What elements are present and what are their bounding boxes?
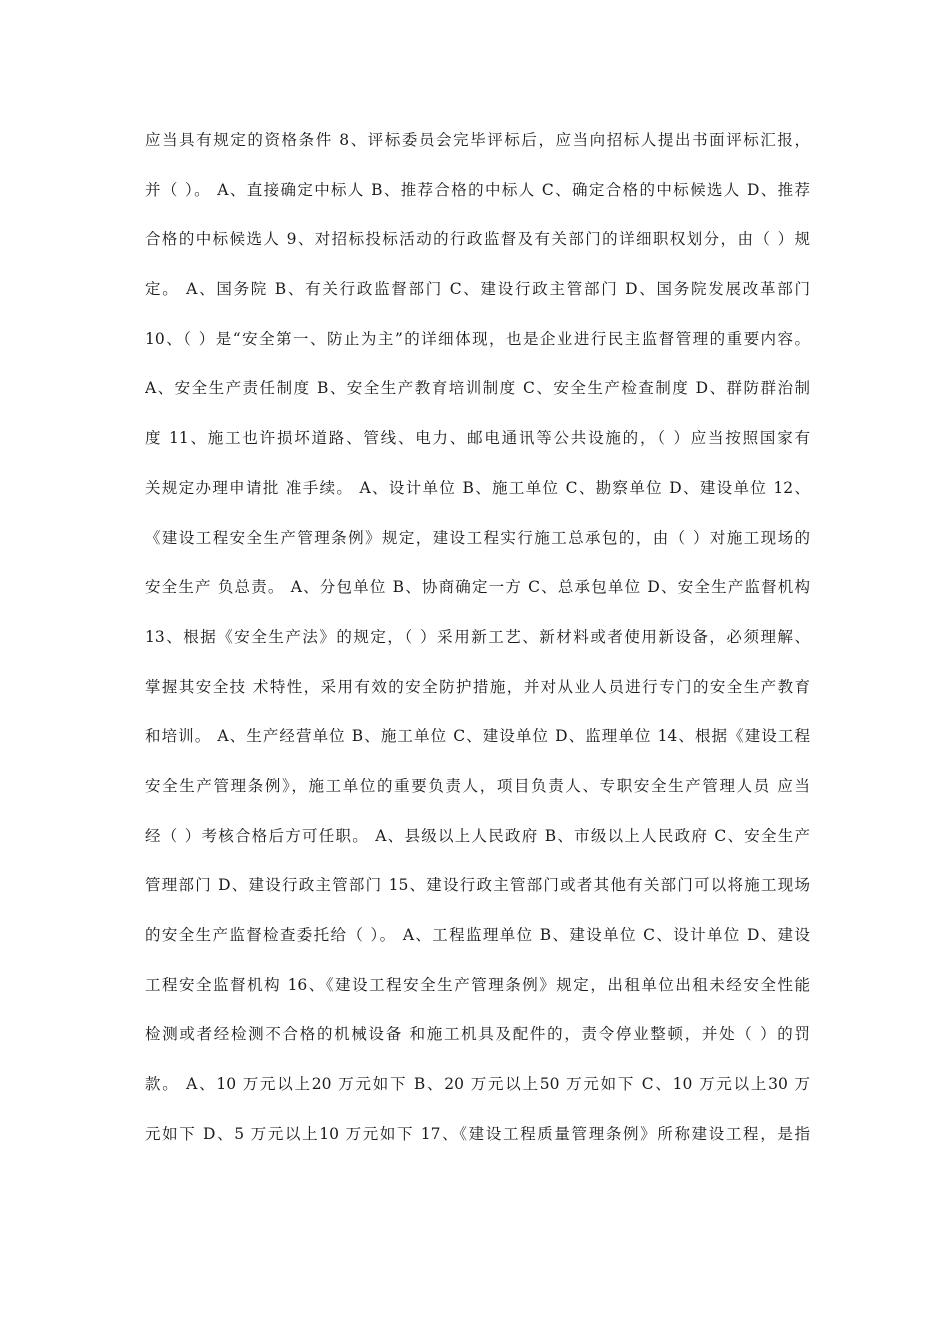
text-line-18: 工程安全监督机构 16、《建设工程安全生产管理条例》规定，出租单位出租未经安全性能: [145, 975, 810, 994]
text-line-3: 合格的中标候选人 9、对招标投标活动的行政监督及有关部门的详细职权划分，由（ ）规: [145, 230, 810, 249]
text-line-2: 并（ ）。 A、直接确定中标人 B、推荐合格的中标人 C、确定合格的中标候选人 D、推荐: [145, 180, 810, 199]
text-line-15: 经（ ）考核合格后方可任职。 A、县级以上人民政府 B、市级以上人民政府 C、安全生产: [145, 826, 810, 845]
text-line-16: 管理部门 D、建设行政主管部门 15、建设行政主管部门或者其他有关部门可以将施工现场: [145, 876, 810, 895]
text-line-9: 《建设工程安全生产管理条例》规定，建设工程实行施工总承包的，由（ ）对施工现场的: [145, 528, 810, 547]
text-line-21: 元如下 D、5 万元以上10 万元如下 17、《建设工程质量管理条例》所称建设工程，是指: [145, 1124, 810, 1143]
text-line-20: 款。 A、10 万元以上20 万元如下 B、20 万元以上50 万元如下 C、10 万元以上30 万: [145, 1075, 810, 1094]
text-line-1: 应当具有规定的资格条件 8、评标委员会完毕评标后，应当向招标人提出书面评标汇报，: [145, 131, 810, 149]
text-line-11: 13、根据《安全生产法》的规定，（ ）采用新工艺、新材料或者使用新设备，必须理解、: [145, 627, 810, 646]
text-line-13: 和培训。 A、生产经营单位 B、施工单位 C、建设单位 D、监理单位 14、根据《建设工程: [145, 727, 810, 746]
text-line-8: 关规定办理申请批 准手续。 A、设计单位 B、施工单位 C、勘察单位 D、建设单位 12、: [145, 478, 810, 497]
text-line-17: 的安全生产监督检查委托给（ ）。 A、工程监理单位 B、建设单位 C、设计单位 D、建设: [145, 926, 810, 944]
document-body: [145, 124, 810, 1167]
text-line-5: 10、（ ）是“安全第一、防止为主”的详细体现，也是企业进行民主监督管理的重要内容。: [145, 329, 810, 348]
text-line-10: 安全生产 负总责。 A、分包单位 B、协商确定一方 C、总承包单位 D、安全生产监督机构: [145, 578, 810, 597]
text-line-19: 检测或者经检测不合格的机械设备 和施工机具及配件的，责令停业整顿，并处（ ）的罚: [145, 1025, 810, 1044]
text-line-14: 安全生产管理条例》，施工单位的重要负责人，项目负责人、专职安全生产管理人员 应当: [145, 776, 810, 795]
text-line-6: A、安全生产责任制度 B、安全生产教育培训制度 C、安全生产检查制度 D、群防群治制: [145, 379, 810, 398]
text-line-12: 掌握其安全技 术特性，采用有效的安全防护措施，并对从业人员进行专门的安全生产教育: [145, 677, 810, 696]
text-line-7: 度 11、施工也许损坏道路、管线、电力、邮电通讯等公共设施的，（ ）应当按照国家有: [145, 429, 810, 448]
text-line-4: 定。 A、国务院 B、有关行政监督部门 C、建设行政主管部门 D、国务院发展改革部门: [145, 280, 810, 299]
